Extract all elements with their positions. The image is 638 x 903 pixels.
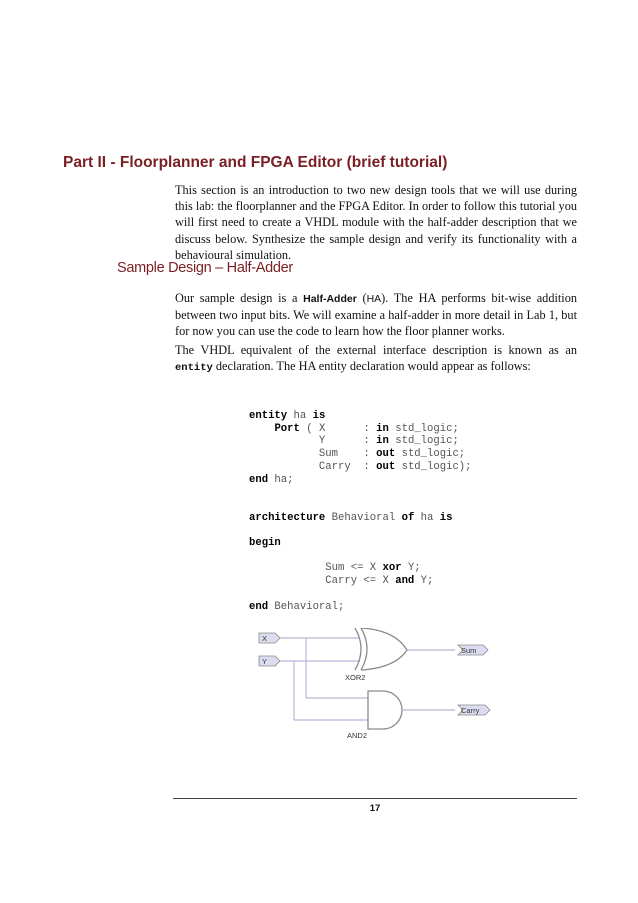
- vhdl-code-block: [249, 410, 472, 613]
- code-line: [249, 435, 459, 447]
- code-text: std_logic;: [395, 448, 466, 461]
- code-text: ( X :: [299, 422, 377, 435]
- code-line: [249, 575, 433, 587]
- footer-divider: [173, 798, 577, 799]
- code-text: ha: [414, 511, 440, 524]
- xor-gate: [355, 628, 407, 670]
- code-keyword: end: [249, 473, 269, 486]
- half-adder-schematic: [255, 628, 495, 740]
- code-text: [249, 423, 274, 435]
- paragraph-text: Our sample design is a: [175, 291, 304, 305]
- code-keyword: out: [376, 460, 396, 473]
- code-line: [249, 423, 459, 435]
- entity-term: entity: [175, 362, 213, 375]
- code-keyword: end: [249, 600, 269, 613]
- paragraph-text: declaration. The HA entity declaration would appear as follows:: [212, 359, 531, 374]
- code-line: [249, 448, 465, 460]
- entity-paragraph: [175, 342, 577, 376]
- code-text: std_logic);: [395, 460, 472, 473]
- code-text: ha: [287, 410, 313, 422]
- code-text: Y;: [401, 562, 421, 575]
- code-line: [249, 562, 421, 574]
- code-keyword: Port: [274, 422, 300, 435]
- subheading: Sample Design – Half-Adder: [117, 260, 293, 276]
- code-text: Y;: [414, 575, 434, 588]
- code-line: [249, 601, 344, 613]
- label-y: Y: [262, 657, 268, 666]
- code-line: [249, 461, 472, 473]
- code-keyword: xor: [382, 562, 402, 575]
- code-text: ha;: [268, 473, 294, 486]
- code-keyword: of: [401, 511, 415, 524]
- code-keyword: is: [312, 410, 326, 422]
- code-keyword: is: [439, 511, 453, 524]
- paragraph-text: ). The HA performs bit-wise addition between two input bits. We will examine a half-adder in more detail in Lab 1, but for now you can use the code to learn how the floor planner works.: [175, 291, 578, 339]
- code-text: Sum <= X: [249, 562, 383, 575]
- label-x: X: [262, 634, 268, 643]
- page-number: 17: [369, 803, 381, 814]
- code-text: Behavioral;: [268, 600, 345, 613]
- code-text: Y :: [249, 435, 377, 448]
- half-adder-paragraph: [175, 290, 577, 340]
- label-xor2: XOR2: [345, 673, 366, 682]
- code-keyword: in: [376, 435, 389, 448]
- code-keyword: and: [395, 575, 415, 588]
- section-title: Part II - Floorplanner and FPGA Editor (brief tutorial): [63, 154, 448, 171]
- code-keyword: in: [376, 422, 389, 435]
- label-and2: AND2: [347, 731, 368, 740]
- code-text: Carry :: [249, 460, 377, 473]
- label-sum: Sum: [461, 646, 477, 655]
- code-line: [249, 410, 325, 422]
- code-text: Carry <= X: [249, 575, 396, 588]
- code-keyword: architecture: [249, 511, 326, 524]
- label-carry: Carry: [461, 706, 480, 715]
- code-text: std_logic;: [388, 435, 459, 448]
- half-adder-term: Half-Adder: [303, 293, 357, 305]
- code-text: std_logic;: [388, 422, 459, 435]
- code-keyword: begin: [249, 537, 281, 550]
- code-text: Behavioral: [325, 511, 402, 524]
- paragraph-text: (: [356, 291, 367, 305]
- ha-abbreviation: HA: [366, 293, 382, 305]
- code-line: [249, 474, 294, 486]
- intro-paragraph: This section is an introduction to two new design tools that we will use during this lab: the floorplanner and the FPGA Editor. In order to follow this tutorial you will first need to create a VHDL module with the half-adder description that we discuss below. Synthesize the sample design and verify its functionality with a behavioural simulation.: [175, 183, 577, 262]
- code-keyword: out: [376, 448, 396, 461]
- and-gate: [368, 691, 402, 729]
- code-text: Sum :: [249, 448, 377, 461]
- code-line: [249, 537, 281, 549]
- paragraph-text: The VHDL equivalent of the external interface description is known as an: [175, 343, 577, 357]
- code-line: [249, 512, 452, 524]
- code-keyword: entity: [249, 410, 288, 422]
